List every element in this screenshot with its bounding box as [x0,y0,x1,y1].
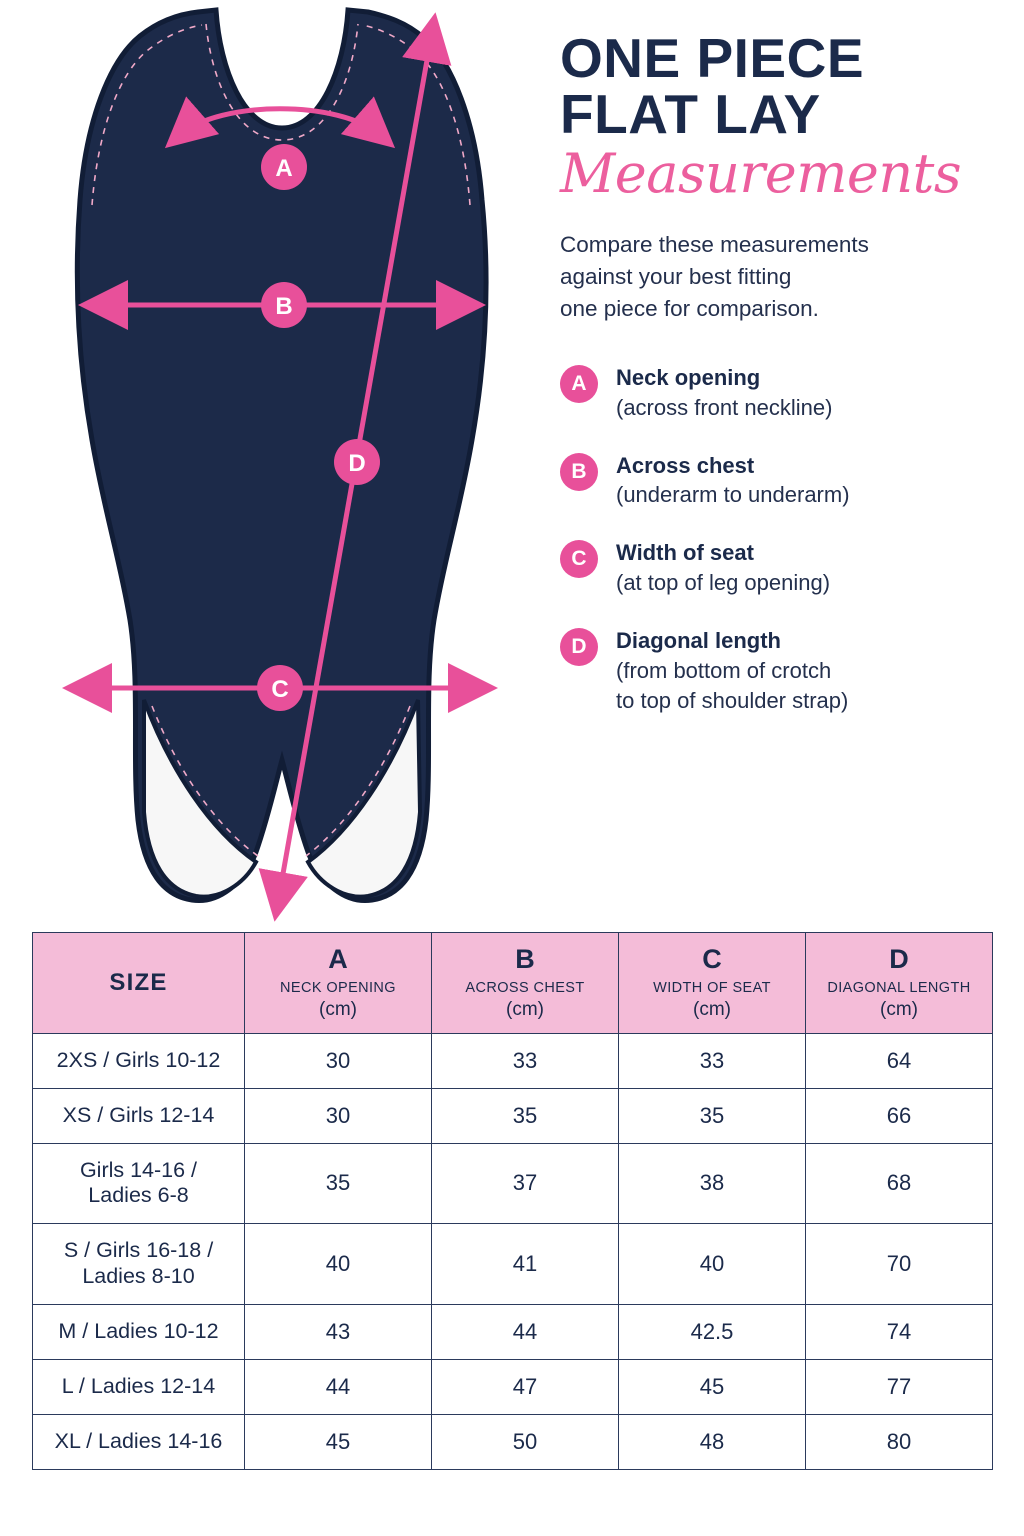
cell-b: 33 [432,1033,619,1088]
size-table-wrap [32,932,992,1470]
marker-c [257,665,303,711]
size-line-1: S / Girls 16-18 / [63,1238,214,1263]
th-a-name: NECK OPENING [280,979,396,996]
cell-c: 35 [619,1088,806,1143]
cell-c: 42.5 [619,1304,806,1359]
th-a [245,933,432,1034]
th-b [432,933,619,1034]
marker-d-label: D [348,450,366,477]
cell-a: 40 [245,1224,432,1305]
legend-title-b: Across chest [616,452,755,478]
th-c [619,933,806,1034]
page-title-line1: ONE PIECE [560,27,865,89]
cell-size [33,1224,245,1305]
th-d-letter: D [889,944,909,974]
cell-d: 64 [806,1033,993,1088]
legend-title-a: Neck opening [616,364,761,390]
legend-sub-d-2: to top of shoulder strap) [616,687,849,713]
size-line-1: 2XS / Girls 10-12 [56,1047,221,1072]
intro-line-3: one piece for comparison. [560,295,819,321]
size-line-1: L / Ladies 12-14 [61,1373,216,1398]
legend-list [560,363,990,716]
size-line-2: Ladies 8-10 [82,1264,195,1289]
th-c-name: WIDTH OF SEAT [653,979,771,996]
size-line-1: XL / Ladies 14-16 [54,1428,223,1453]
cell-c: 33 [619,1033,806,1088]
cell-size [33,1359,245,1414]
table-head [33,933,993,1034]
legend-sub-b: (underarm to underarm) [616,482,850,508]
page-title-line2: FLAT LAY [560,83,821,146]
th-b-letter: B [515,944,535,974]
size-table [32,932,993,1470]
cell-a: 45 [245,1414,432,1469]
legend-badge-b: B [560,453,598,491]
cell-c: 45 [619,1359,806,1414]
cell-size [33,1414,245,1469]
table-header-row [33,933,993,1034]
page-title-script: Measurements [560,142,962,206]
legend-badge-c: C [560,540,598,578]
cell-a: 30 [245,1033,432,1088]
legend-item-b [560,451,990,511]
marker-d [334,439,380,485]
intro-line-2: against your best fitting [560,263,792,289]
cell-d: 68 [806,1143,993,1224]
th-d [806,933,993,1034]
legend-sub-c: (at top of leg opening) [616,570,831,596]
cell-b: 50 [432,1414,619,1469]
table-row [33,1359,993,1414]
th-d-unit: (cm) [880,998,918,1020]
cell-a: 35 [245,1143,432,1224]
th-b-unit: (cm) [506,998,544,1020]
marker-c-label: C [271,676,289,703]
table-row [33,1033,993,1088]
table-row [33,1224,993,1305]
legend-badge-d: D [560,628,598,666]
cell-d: 80 [806,1414,993,1469]
cell-c: 40 [619,1224,806,1305]
th-d-name: DIAGONAL LENGTH [827,979,971,996]
cell-size [33,1088,245,1143]
table-row [33,1088,993,1143]
th-a-unit: (cm) [319,998,357,1020]
table-row [33,1143,993,1224]
marker-a [261,144,307,190]
legend-sub-a: (across front neckline) [616,394,833,420]
table-body [33,1033,993,1469]
cell-c: 38 [619,1143,806,1224]
th-size-label: SIZE [109,968,168,996]
marker-a-label: A [275,155,293,182]
cell-b: 35 [432,1088,619,1143]
th-c-unit: (cm) [693,998,731,1020]
th-size [33,933,245,1034]
legend-text-a [616,363,832,423]
cell-d: 70 [806,1224,993,1305]
size-line-2: Ladies 6-8 [88,1183,189,1208]
table-row [33,1414,993,1469]
legend-text-c [616,538,830,598]
cell-a: 44 [245,1359,432,1414]
legend-title-c: Width of seat [616,540,754,566]
cell-size [33,1304,245,1359]
cell-b: 37 [432,1143,619,1224]
cell-d: 77 [806,1359,993,1414]
cell-b: 44 [432,1304,619,1359]
cell-d: 66 [806,1088,993,1143]
th-c-letter: C [702,944,722,974]
swimsuit-illustration [20,0,540,930]
marker-b-label: B [275,293,293,320]
cell-d: 74 [806,1304,993,1359]
intro-line-1: Compare these measurements [560,231,869,257]
th-b-name: ACROSS CHEST [465,979,585,996]
legend-text-b [616,451,850,511]
marker-b [261,282,307,328]
cell-size [33,1143,245,1224]
size-line-1: Girls 14-16 / [79,1157,198,1182]
cell-b: 41 [432,1224,619,1305]
size-line-1: XS / Girls 12-14 [62,1102,215,1127]
cell-size [33,1033,245,1088]
legend-sub-d: (from bottom of crotch [616,658,832,684]
cell-a: 43 [245,1304,432,1359]
legend-item-a [560,363,990,423]
legend-text-d [616,626,848,716]
legend-item-d [560,626,990,716]
table-row [33,1304,993,1359]
garment-shape [77,10,486,901]
intro-text [560,229,990,325]
size-line-1: M / Ladies 10-12 [58,1318,219,1343]
cell-b: 47 [432,1359,619,1414]
cell-a: 30 [245,1088,432,1143]
legend-item-c [560,538,990,598]
legend-title-d: Diagonal length [616,628,781,654]
cell-c: 48 [619,1414,806,1469]
legend-badge-a: A [560,365,598,403]
info-column [560,27,990,744]
th-a-letter: A [328,944,348,974]
